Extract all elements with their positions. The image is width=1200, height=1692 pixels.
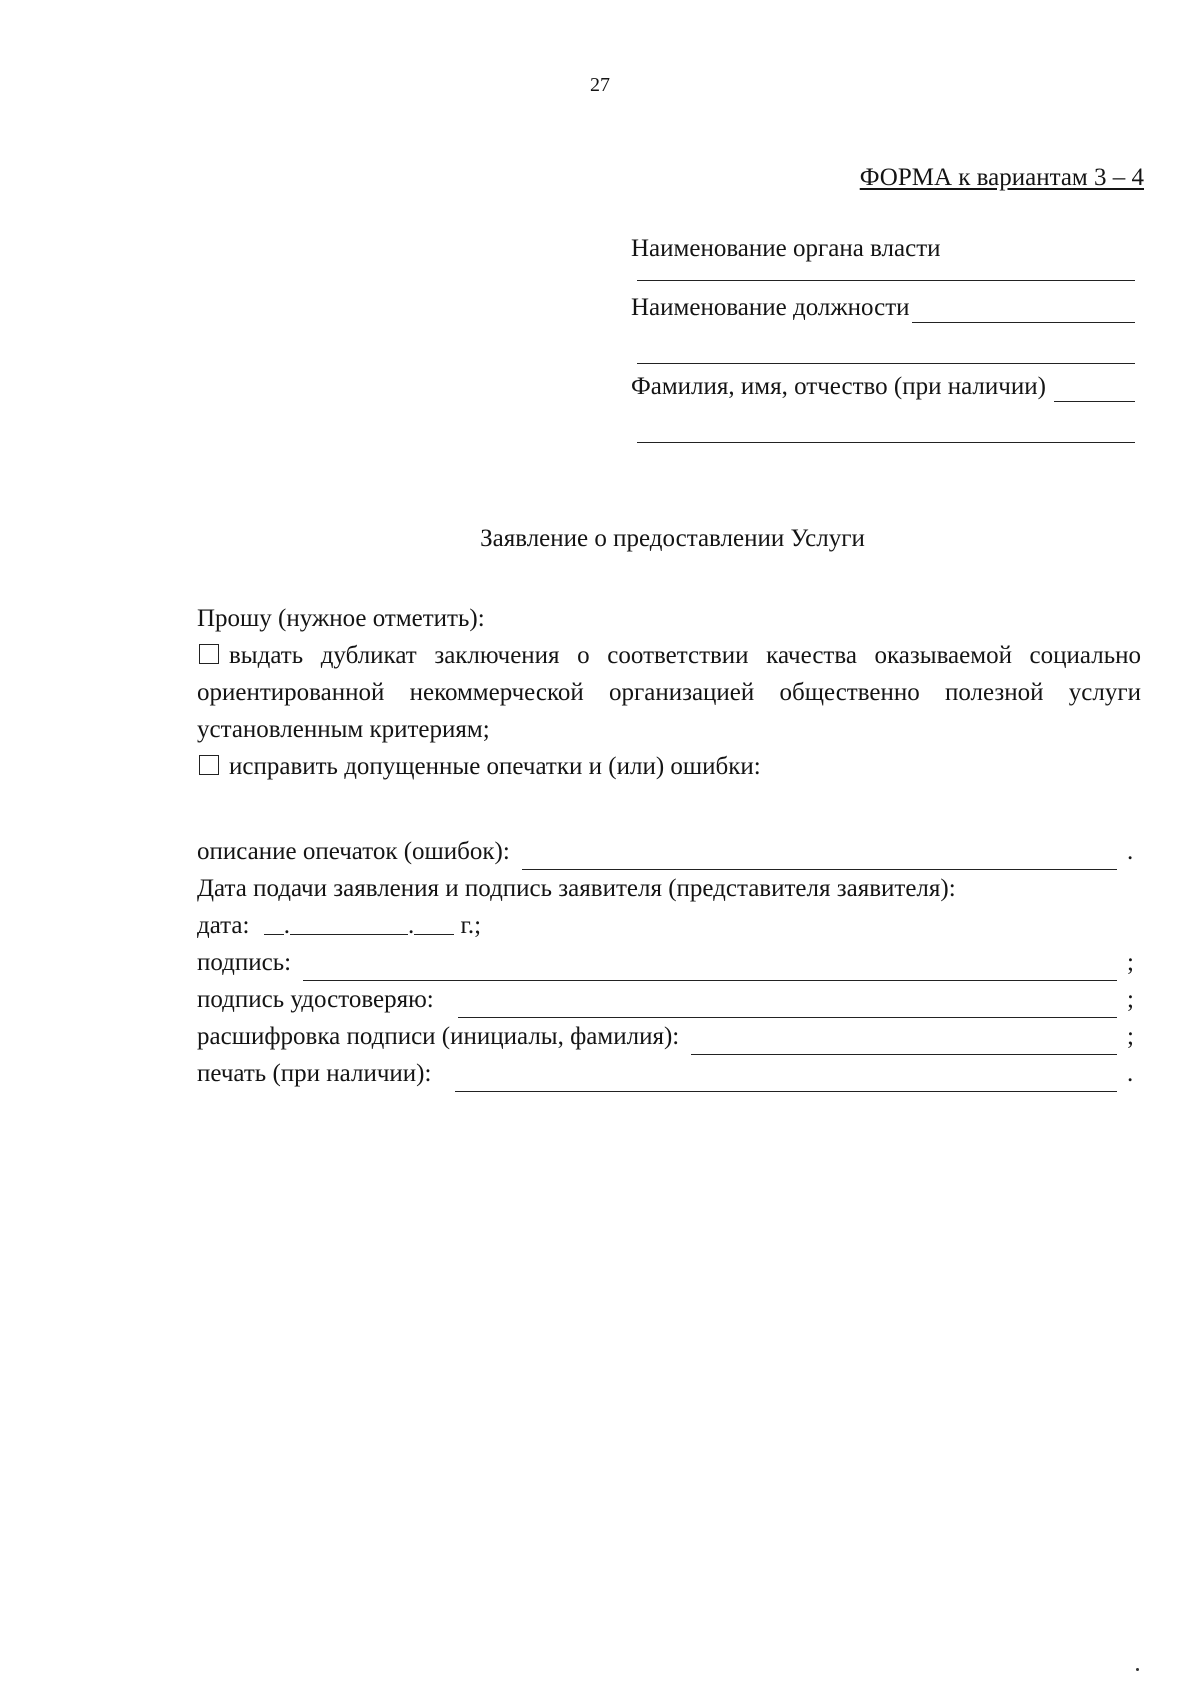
authority-label: Наименование органа власти [631, 235, 941, 262]
errors-description-field[interactable] [522, 843, 1117, 870]
authority-field[interactable] [637, 280, 1135, 281]
decoding-end: ; [1127, 1023, 1134, 1050]
date-separator-2: . [407, 912, 415, 939]
errors-description-end: . [1127, 838, 1134, 865]
correct-errors-checkbox[interactable] [199, 755, 219, 775]
certify-row [197, 981, 1141, 1018]
full-name-label-row [631, 372, 1135, 402]
option-correct-errors-text: исправить допущенные опечатки и (или) ошибки: [229, 753, 761, 780]
full-name-field[interactable] [1054, 377, 1135, 402]
date-month-field[interactable] [290, 910, 408, 935]
page-number: 27 [590, 74, 610, 96]
seal-end: . [1127, 1060, 1134, 1087]
certify-label: подпись удостоверяю: [197, 986, 434, 1013]
decoding-label: расшифровка подписи (инициалы, фамилия): [197, 1023, 680, 1050]
decoding-row [197, 1018, 1141, 1055]
full-name-field-continuation[interactable] [637, 442, 1135, 443]
errors-description-label: описание опечаток (ошибок): [197, 838, 510, 865]
request-body [197, 600, 1141, 1092]
seal-label: печать (при наличии): [197, 1060, 432, 1087]
option-duplicate [197, 637, 1141, 748]
signature-end: ; [1127, 949, 1134, 976]
position-label-row [631, 293, 1135, 323]
signature-row [197, 944, 1141, 981]
position-label: Наименование должности [631, 294, 910, 321]
position-field[interactable] [912, 298, 1135, 323]
position-field-continuation[interactable] [637, 363, 1135, 364]
seal-row [197, 1055, 1141, 1092]
decoding-field[interactable] [691, 1028, 1117, 1055]
seal-field[interactable] [455, 1065, 1117, 1092]
date-separator-1: . [283, 912, 290, 939]
signature-field[interactable] [303, 954, 1117, 981]
full-name-label: Фамилия, имя, отчество (при наличии) [631, 373, 1046, 400]
errors-description-row [197, 833, 1141, 870]
document-title: Заявление о предоставлении Услуги [480, 525, 865, 552]
certify-field[interactable] [458, 991, 1117, 1018]
certify-end: ; [1127, 986, 1134, 1013]
request-intro: Прошу (нужное отметить): [197, 605, 485, 632]
date-suffix: г.; [460, 912, 482, 939]
authority-label-row [631, 234, 1135, 264]
duplicate-checkbox[interactable] [199, 644, 219, 664]
date-label: дата: [197, 912, 250, 939]
scan-speck [1136, 1668, 1139, 1671]
date-year-field[interactable] [414, 910, 454, 935]
date-signature-heading: Дата подачи заявления и подпись заявителя (представителя заявителя): [197, 875, 956, 902]
option-correct-errors [197, 748, 1141, 785]
date-day-field[interactable] [264, 910, 284, 935]
addressee-block [631, 234, 1135, 443]
date-row [197, 907, 1141, 944]
signature-label: подпись: [197, 949, 292, 976]
option-duplicate-text: выдать дубликат заключения о соответствии качества оказываемой социально ориентированной некоммерческой организацией общественно полезной услуги установленным критериям; [197, 642, 1141, 743]
form-reference: ФОРМА к вариантам 3 – 4 [859, 164, 1144, 191]
